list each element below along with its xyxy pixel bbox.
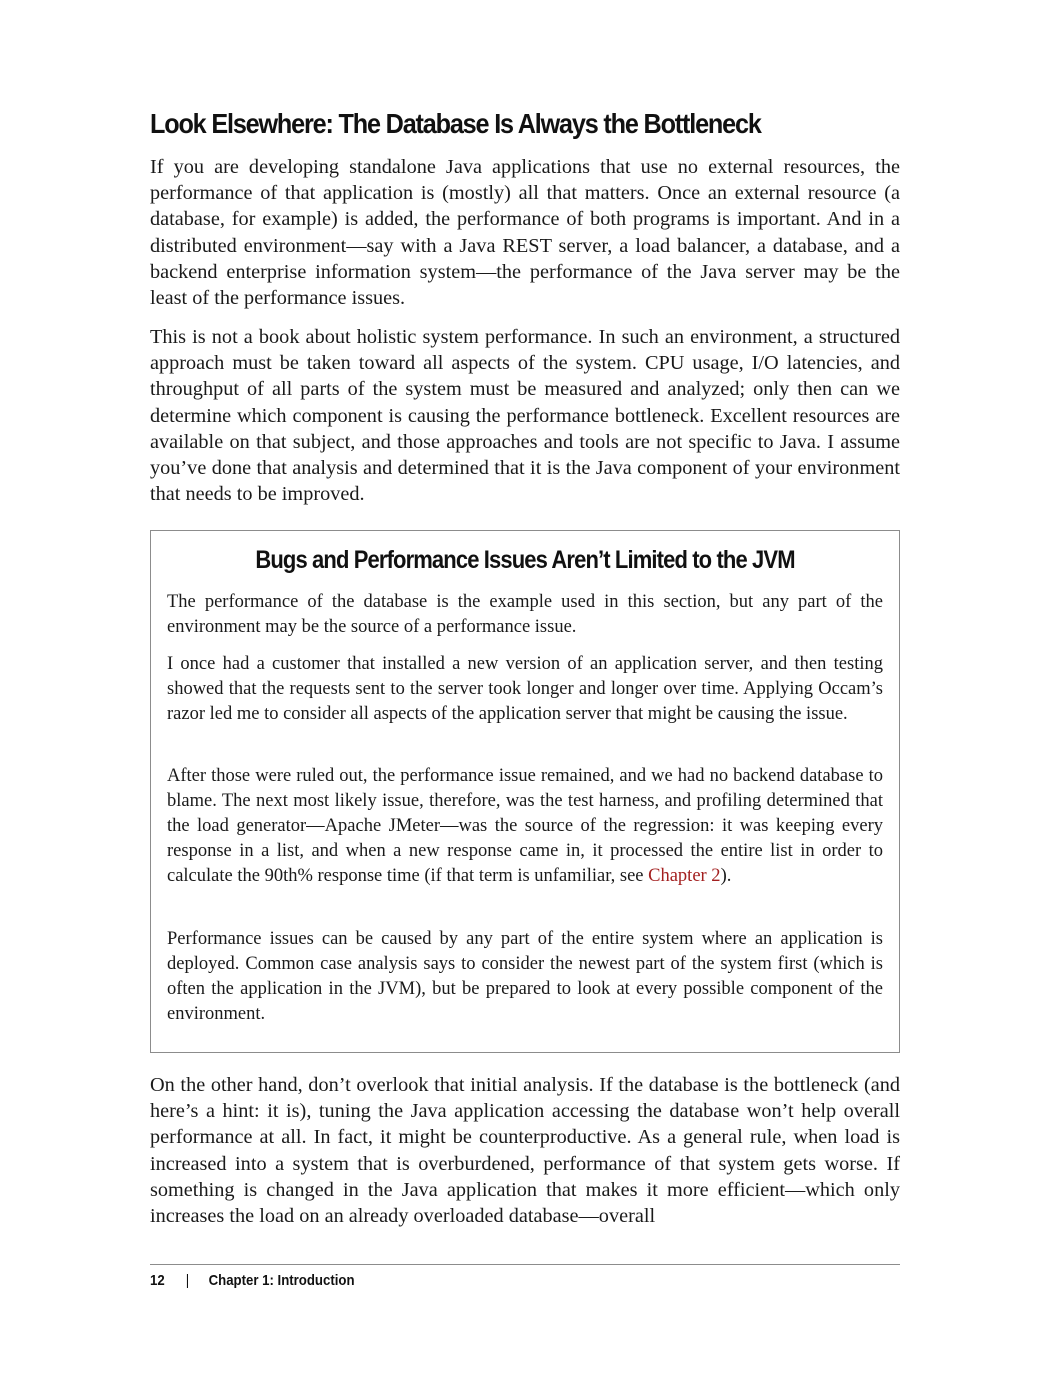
body-paragraph-3: On the other hand, don’t overlook that initial analysis. If the database is the bottleneck (and here’s a hint: it is), tuning the Java application accessing the database won’t help overall performance at all. In fact, it might be counterproductive. As a general rule, when load is increased into a system that is overburdened, performance of that system gets worse. If something is changed in the Java application that makes it more efficient—which only increases the load on an already overloaded database—overall bbox=[150, 1074, 900, 1228]
sidebar-paragraph-3-end: ). bbox=[720, 866, 732, 886]
body-paragraph-1: If you are developing standalone Java applications that use no external resources, the performance of that application is (mostly) all that matters. Once an external resource (a database, for example) is added, the performance of both programs is important. And in a distributed environment—say with a Java REST server, a load balancer, a database, and a backend enterprise information system—the performance of the Java server may be the least of the performance issues. bbox=[150, 156, 900, 310]
footer-rule bbox=[150, 1264, 900, 1265]
sidebar-paragraph-2: I once had a customer that installed a new version of an application server, and then testing showed that the requests sent to the server took longer and longer over time. Applying Occam’s razor led me to consider all aspects of the application server that might be causing the issue. bbox=[167, 654, 883, 724]
section-heading: Look Elsewhere: The Database Is Always the Bottleneck bbox=[150, 108, 761, 139]
sidebar-paragraph-3 bbox=[167, 764, 883, 889]
sidebar-paragraph-4: Performance issues can be caused by any part of the entire system where an application is deployed. Common case analysis says to consider the newest part of the system first (which is often the application in the JVM), but be prepared to look at every possible component of the environment. bbox=[167, 929, 883, 1024]
chapter-2-link[interactable]: Chapter 2 bbox=[648, 866, 721, 886]
page-number: 12 bbox=[150, 1272, 165, 1289]
page-footer bbox=[150, 1272, 355, 1294]
sidebar-paragraph-3-text: After those were ruled out, the performance issue remained, and we had no backend database to blame. The next most likely issue, therefore, was the test harness, and profiling determined that the load generator—Apache JMeter—was the source of the regression: it was keeping every response in a list, and when a new response came in, it processed the entire list in order to calculate the 90th% response time (if that term is unfamiliar, see bbox=[167, 766, 883, 886]
sidebar-title: Bugs and Performance Issues Aren’t Limited to the JVM bbox=[255, 546, 795, 574]
chapter-title: Chapter 1: Introduction bbox=[208, 1272, 355, 1289]
footer-separator: | bbox=[185, 1272, 190, 1289]
body-paragraph-2: This is not a book about holistic system performance. In such an environment, a structured approach must be taken toward all aspects of the system. CPU usage, I/O latencies, and throughput of all parts of the system must be measured and analyzed; only then can we determine which component is causing the performance bottleneck. Excellent resources are available on that subject, and those approaches and tools are not specific to Java. I assume you’ve done that analysis and determined that it is the Java component of your environment that needs to be improved. bbox=[150, 326, 900, 506]
sidebar-paragraph-1: The performance of the database is the example used in this section, but any part of the environment may be the source of a performance issue. bbox=[167, 592, 883, 637]
